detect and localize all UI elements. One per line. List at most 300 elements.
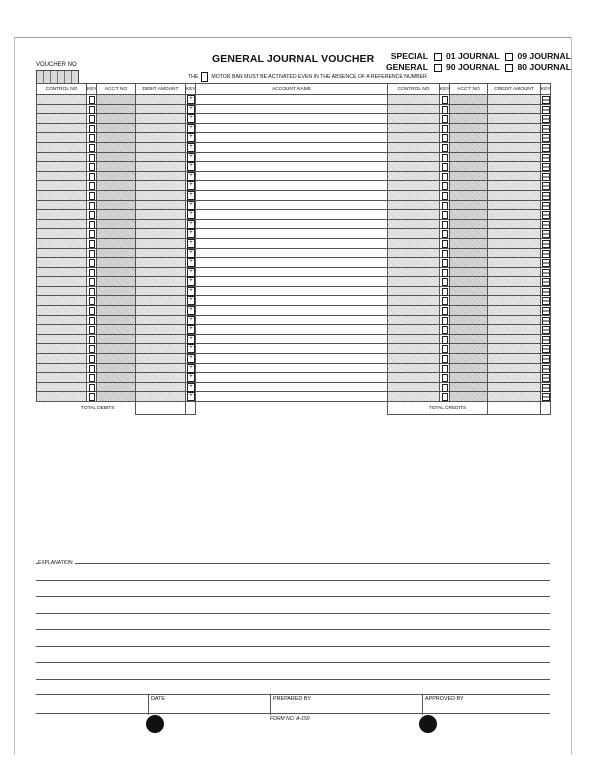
debit-amount-cell[interactable] xyxy=(136,171,186,181)
control-no-credit-cell[interactable] xyxy=(388,267,440,277)
control-no-credit-cell[interactable] xyxy=(388,152,440,162)
punch-hole-right xyxy=(419,715,437,733)
credit-amount-cell[interactable] xyxy=(488,104,541,114)
control-no-credit-cell[interactable] xyxy=(388,219,440,229)
key-plus-cell xyxy=(186,95,196,105)
acct-no-credit-cell[interactable] xyxy=(450,238,488,248)
key-minus-cell xyxy=(541,104,551,114)
key-minus-cell xyxy=(541,277,551,287)
acct-no-credit-cell[interactable] xyxy=(450,219,488,229)
account-name-cell[interactable] xyxy=(196,219,388,229)
acct-no-credit-cell[interactable] xyxy=(450,152,488,162)
key-credit-cell xyxy=(440,373,450,383)
control-no-debit-cell[interactable] xyxy=(37,114,87,124)
control-no-credit-cell[interactable] xyxy=(388,248,440,258)
debit-amount-cell[interactable] xyxy=(136,133,186,143)
credit-amount-cell[interactable] xyxy=(488,296,541,306)
control-no-credit-cell[interactable] xyxy=(388,306,440,316)
key-credit-cell xyxy=(440,392,450,402)
account-name-cell[interactable] xyxy=(196,190,388,200)
account-name-cell[interactable] xyxy=(196,277,388,287)
debit-amount-cell[interactable] xyxy=(136,229,186,239)
account-name-cell[interactable] xyxy=(196,354,388,364)
control-no-debit-cell[interactable] xyxy=(37,325,87,335)
debit-amount-cell[interactable] xyxy=(136,354,186,364)
key-plus-cell xyxy=(186,162,196,172)
control-no-debit-cell[interactable] xyxy=(37,354,87,364)
account-name-cell[interactable] xyxy=(196,373,388,383)
key-credit-cell xyxy=(440,142,450,152)
control-no-debit-cell[interactable] xyxy=(37,238,87,248)
debit-amount-cell[interactable] xyxy=(136,277,186,287)
table-row xyxy=(37,200,551,210)
acct-no-credit-cell[interactable] xyxy=(450,104,488,114)
credit-amount-cell[interactable] xyxy=(488,325,541,335)
control-no-debit-cell[interactable] xyxy=(37,200,87,210)
journal-01-label: 01 JOURNAL xyxy=(446,51,500,61)
key-plus-cell xyxy=(186,219,196,229)
acct-no-credit-cell[interactable] xyxy=(450,373,488,383)
key-plus-cell xyxy=(186,363,196,373)
account-name-cell[interactable] xyxy=(196,152,388,162)
key-plus-cell xyxy=(186,296,196,306)
control-no-credit-cell[interactable] xyxy=(388,171,440,181)
table-row xyxy=(37,95,551,105)
key-credit-cell xyxy=(440,162,450,172)
key-plus-cell xyxy=(186,248,196,258)
control-no-debit-cell[interactable] xyxy=(37,382,87,392)
control-no-debit-cell[interactable] xyxy=(37,315,87,325)
credit-amount-cell[interactable] xyxy=(488,363,541,373)
key-debit-cell xyxy=(87,238,97,248)
account-name-cell[interactable] xyxy=(196,95,388,105)
control-no-debit-cell[interactable] xyxy=(37,267,87,277)
debit-amount-cell[interactable] xyxy=(136,142,186,152)
credit-amount-cell[interactable] xyxy=(488,277,541,287)
credit-amount-cell[interactable] xyxy=(488,200,541,210)
debit-amount-cell[interactable] xyxy=(136,200,186,210)
control-no-debit-cell[interactable] xyxy=(37,258,87,268)
control-no-debit-cell[interactable] xyxy=(37,123,87,133)
acct-no-debit-cell[interactable] xyxy=(97,104,136,114)
voucher-no-field[interactable] xyxy=(36,70,79,84)
control-no-credit-cell[interactable] xyxy=(388,123,440,133)
key-credit-cell xyxy=(440,190,450,200)
acct-no-debit-cell[interactable] xyxy=(97,190,136,200)
acct-no-debit-cell[interactable] xyxy=(97,142,136,152)
acct-no-credit-cell[interactable] xyxy=(450,171,488,181)
account-name-cell[interactable] xyxy=(196,344,388,354)
prepared-by-field[interactable] xyxy=(270,695,423,715)
control-no-credit-cell[interactable] xyxy=(388,229,440,239)
key-debit-cell xyxy=(87,373,97,383)
explanation-lines[interactable] xyxy=(36,563,550,695)
key-credit-cell xyxy=(440,325,450,335)
control-no-debit-cell[interactable] xyxy=(37,133,87,143)
account-name-cell[interactable] xyxy=(196,142,388,152)
table-row xyxy=(37,258,551,268)
account-name-cell[interactable] xyxy=(196,104,388,114)
control-no-debit-cell[interactable] xyxy=(37,162,87,172)
control-no-credit-cell[interactable] xyxy=(388,142,440,152)
acct-no-debit-cell[interactable] xyxy=(97,315,136,325)
account-name-cell[interactable] xyxy=(196,248,388,258)
credit-amount-cell[interactable] xyxy=(488,267,541,277)
table-row xyxy=(37,114,551,124)
control-no-debit-cell[interactable] xyxy=(37,363,87,373)
credit-amount-cell[interactable] xyxy=(488,123,541,133)
control-no-debit-cell[interactable] xyxy=(37,306,87,316)
journal-90-checkbox[interactable] xyxy=(434,64,442,72)
credit-amount-cell[interactable] xyxy=(488,171,541,181)
control-no-debit-cell[interactable] xyxy=(37,344,87,354)
control-no-debit-cell[interactable] xyxy=(37,142,87,152)
acct-no-credit-cell[interactable] xyxy=(450,114,488,124)
credit-amount-cell[interactable] xyxy=(488,248,541,258)
control-no-credit-cell[interactable] xyxy=(388,286,440,296)
acct-no-debit-cell[interactable] xyxy=(97,258,136,268)
debit-amount-cell[interactable] xyxy=(136,315,186,325)
acct-no-debit-cell[interactable] xyxy=(97,344,136,354)
debit-amount-cell[interactable] xyxy=(136,306,186,316)
control-no-debit-cell[interactable] xyxy=(37,171,87,181)
acct-no-credit-cell[interactable] xyxy=(450,334,488,344)
debit-amount-cell[interactable] xyxy=(136,373,186,383)
acct-no-credit-cell[interactable] xyxy=(450,258,488,268)
account-name-cell[interactable] xyxy=(196,306,388,316)
key-debit-cell xyxy=(87,382,97,392)
acct-no-debit-cell[interactable] xyxy=(97,229,136,239)
key-debit-cell xyxy=(87,248,97,258)
date-field[interactable] xyxy=(148,695,271,715)
acct-no-credit-cell[interactable] xyxy=(450,162,488,172)
form-title: GENERAL JOURNAL VOUCHER xyxy=(212,53,375,65)
control-no-debit-cell[interactable] xyxy=(37,95,87,105)
account-name-cell[interactable] xyxy=(196,114,388,124)
key-credit-cell xyxy=(440,267,450,277)
acct-no-credit-cell[interactable] xyxy=(450,325,488,335)
key-minus-cell xyxy=(541,363,551,373)
control-no-credit-cell[interactable] xyxy=(388,162,440,172)
acct-no-debit-cell[interactable] xyxy=(97,334,136,344)
acct-no-credit-cell[interactable] xyxy=(450,392,488,402)
acct-no-debit-cell[interactable] xyxy=(97,181,136,191)
acct-no-debit-cell[interactable] xyxy=(97,210,136,220)
key-minus-cell xyxy=(541,258,551,268)
control-no-debit-cell[interactable] xyxy=(37,392,87,402)
acct-no-credit-cell[interactable] xyxy=(450,95,488,105)
debit-amount-cell[interactable] xyxy=(136,258,186,268)
account-name-cell[interactable] xyxy=(196,325,388,335)
credit-amount-cell[interactable] xyxy=(488,382,541,392)
control-no-debit-cell[interactable] xyxy=(37,104,87,114)
total-credits-field[interactable] xyxy=(488,402,541,415)
debit-amount-cell[interactable] xyxy=(136,190,186,200)
credit-amount-cell[interactable] xyxy=(488,286,541,296)
debit-amount-cell[interactable] xyxy=(136,296,186,306)
acct-no-debit-cell[interactable] xyxy=(97,296,136,306)
debit-amount-cell[interactable] xyxy=(136,95,186,105)
journal-options xyxy=(376,51,577,73)
control-no-debit-cell[interactable] xyxy=(37,373,87,383)
control-no-credit-cell[interactable] xyxy=(388,114,440,124)
control-no-debit-cell[interactable] xyxy=(37,229,87,239)
control-no-credit-cell[interactable] xyxy=(388,210,440,220)
control-no-credit-cell[interactable] xyxy=(388,382,440,392)
acct-no-debit-cell[interactable] xyxy=(97,238,136,248)
account-name-cell[interactable] xyxy=(196,363,388,373)
general-label: GENERAL xyxy=(385,62,428,72)
acct-no-credit-cell[interactable] xyxy=(450,296,488,306)
debit-amount-cell[interactable] xyxy=(136,162,186,172)
journal-01-checkbox[interactable] xyxy=(434,53,442,61)
account-name-cell[interactable] xyxy=(196,210,388,220)
control-no-credit-cell[interactable] xyxy=(388,277,440,287)
credit-amount-cell[interactable] xyxy=(488,190,541,200)
acct-no-debit-cell[interactable] xyxy=(97,325,136,335)
credit-amount-cell[interactable] xyxy=(488,344,541,354)
debit-amount-cell[interactable] xyxy=(136,219,186,229)
debit-amount-cell[interactable] xyxy=(136,267,186,277)
account-name-cell[interactable] xyxy=(196,162,388,172)
key-debit-cell xyxy=(87,344,97,354)
account-name-cell[interactable] xyxy=(196,181,388,191)
account-name-cell[interactable] xyxy=(196,133,388,143)
key-plus-cell xyxy=(186,210,196,220)
acct-no-credit-cell[interactable] xyxy=(450,190,488,200)
col-acct-no-debit: ACC'T NO xyxy=(97,84,136,95)
credit-amount-cell[interactable] xyxy=(488,306,541,316)
account-name-cell[interactable] xyxy=(196,286,388,296)
acct-no-debit-cell[interactable] xyxy=(97,267,136,277)
account-name-cell[interactable] xyxy=(196,229,388,239)
acct-no-debit-cell[interactable] xyxy=(97,306,136,316)
account-name-cell[interactable] xyxy=(196,171,388,181)
credit-amount-cell[interactable] xyxy=(488,354,541,364)
acct-no-debit-cell[interactable] xyxy=(97,392,136,402)
acct-no-credit-cell[interactable] xyxy=(450,363,488,373)
acct-no-credit-cell[interactable] xyxy=(450,229,488,239)
acct-no-credit-cell[interactable] xyxy=(450,210,488,220)
account-name-cell[interactable] xyxy=(196,296,388,306)
acct-no-credit-cell[interactable] xyxy=(450,344,488,354)
key-debit-cell xyxy=(87,104,97,114)
key-debit-cell xyxy=(87,190,97,200)
acct-no-debit-cell[interactable] xyxy=(97,114,136,124)
control-no-credit-cell[interactable] xyxy=(388,363,440,373)
acct-no-credit-cell[interactable] xyxy=(450,200,488,210)
control-no-credit-cell[interactable] xyxy=(388,200,440,210)
key-debit-cell xyxy=(87,354,97,364)
acct-no-debit-cell[interactable] xyxy=(97,354,136,364)
debit-amount-cell[interactable] xyxy=(136,334,186,344)
acct-no-debit-cell[interactable] xyxy=(97,373,136,383)
acct-no-credit-cell[interactable] xyxy=(450,248,488,258)
key-plus-cell xyxy=(186,181,196,191)
acct-no-debit-cell[interactable] xyxy=(97,200,136,210)
key-minus-cell xyxy=(541,229,551,239)
control-no-debit-cell[interactable] xyxy=(37,219,87,229)
key-plus-cell xyxy=(186,229,196,239)
table-row xyxy=(37,334,551,344)
credit-amount-cell[interactable] xyxy=(488,95,541,105)
key-credit-cell xyxy=(440,123,450,133)
key-credit-cell xyxy=(440,229,450,239)
credit-amount-cell[interactable] xyxy=(488,373,541,383)
acct-no-debit-cell[interactable] xyxy=(97,133,136,143)
acct-no-credit-cell[interactable] xyxy=(450,133,488,143)
debit-amount-cell[interactable] xyxy=(136,363,186,373)
credit-amount-cell[interactable] xyxy=(488,133,541,143)
control-no-debit-cell[interactable] xyxy=(37,152,87,162)
control-no-credit-cell[interactable] xyxy=(388,133,440,143)
acct-no-debit-cell[interactable] xyxy=(97,171,136,181)
journal-90-label: 90 JOURNAL xyxy=(446,62,500,72)
key-debit-cell xyxy=(87,181,97,191)
key-debit-cell xyxy=(87,315,97,325)
debit-amount-cell[interactable] xyxy=(136,114,186,124)
date-label: DATE xyxy=(151,696,165,702)
key-minus-cell xyxy=(541,152,551,162)
credit-amount-cell[interactable] xyxy=(488,219,541,229)
acct-no-credit-cell[interactable] xyxy=(450,315,488,325)
control-no-credit-cell[interactable] xyxy=(388,238,440,248)
account-name-cell[interactable] xyxy=(196,238,388,248)
debit-amount-cell[interactable] xyxy=(136,344,186,354)
key-plus-cell xyxy=(186,306,196,316)
credit-amount-cell[interactable] xyxy=(488,315,541,325)
control-no-debit-cell[interactable] xyxy=(37,181,87,191)
debit-amount-cell[interactable] xyxy=(136,392,186,402)
account-name-cell[interactable] xyxy=(196,258,388,268)
acct-no-debit-cell[interactable] xyxy=(97,277,136,287)
control-no-debit-cell[interactable] xyxy=(37,248,87,258)
control-no-debit-cell[interactable] xyxy=(37,334,87,344)
table-row xyxy=(37,238,551,248)
control-no-credit-cell[interactable] xyxy=(388,181,440,191)
acct-no-credit-cell[interactable] xyxy=(450,382,488,392)
acct-no-debit-cell[interactable] xyxy=(97,219,136,229)
total-debits-field[interactable] xyxy=(136,402,186,415)
control-no-debit-cell[interactable] xyxy=(37,286,87,296)
credit-amount-cell[interactable] xyxy=(488,162,541,172)
credit-amount-cell[interactable] xyxy=(488,114,541,124)
journal-80-checkbox[interactable] xyxy=(505,64,513,72)
account-name-cell[interactable] xyxy=(196,334,388,344)
grid-header-row xyxy=(37,84,551,95)
credit-amount-cell[interactable] xyxy=(488,210,541,220)
debit-amount-cell[interactable] xyxy=(136,325,186,335)
control-no-credit-cell[interactable] xyxy=(388,392,440,402)
credit-amount-cell[interactable] xyxy=(488,238,541,248)
control-no-credit-cell[interactable] xyxy=(388,344,440,354)
acct-no-debit-cell[interactable] xyxy=(97,123,136,133)
control-no-debit-cell[interactable] xyxy=(37,210,87,220)
control-no-credit-cell[interactable] xyxy=(388,258,440,268)
key-minus-cell xyxy=(541,238,551,248)
acct-no-credit-cell[interactable] xyxy=(450,286,488,296)
account-name-cell[interactable] xyxy=(196,123,388,133)
key-plus-cell xyxy=(186,277,196,287)
credit-amount-cell[interactable] xyxy=(488,142,541,152)
key-plus-cell xyxy=(186,190,196,200)
key-plus-cell xyxy=(186,334,196,344)
acct-no-credit-cell[interactable] xyxy=(450,354,488,364)
debit-amount-cell[interactable] xyxy=(136,104,186,114)
acct-no-debit-cell[interactable] xyxy=(97,363,136,373)
motor-bar-notice xyxy=(188,72,427,82)
debit-amount-cell[interactable] xyxy=(136,238,186,248)
acct-no-debit-cell[interactable] xyxy=(97,382,136,392)
acct-no-credit-cell[interactable] xyxy=(450,142,488,152)
credit-amount-cell[interactable] xyxy=(488,181,541,191)
table-row xyxy=(37,162,551,172)
control-no-credit-cell[interactable] xyxy=(388,354,440,364)
control-no-debit-cell[interactable] xyxy=(37,277,87,287)
control-no-credit-cell[interactable] xyxy=(388,325,440,335)
debit-amount-cell[interactable] xyxy=(136,152,186,162)
acct-no-debit-cell[interactable] xyxy=(97,95,136,105)
credit-amount-cell[interactable] xyxy=(488,334,541,344)
journal-09-checkbox[interactable] xyxy=(505,53,513,61)
control-no-debit-cell[interactable] xyxy=(37,296,87,306)
acct-no-credit-cell[interactable] xyxy=(450,181,488,191)
acct-no-credit-cell[interactable] xyxy=(450,306,488,316)
account-name-cell[interactable] xyxy=(196,267,388,277)
control-no-credit-cell[interactable] xyxy=(388,190,440,200)
credit-amount-cell[interactable] xyxy=(488,229,541,239)
debit-amount-cell[interactable] xyxy=(136,123,186,133)
credit-amount-cell[interactable] xyxy=(488,392,541,402)
debit-amount-cell[interactable] xyxy=(136,382,186,392)
debit-amount-cell[interactable] xyxy=(136,210,186,220)
approved-by-field[interactable] xyxy=(422,695,549,715)
table-row xyxy=(37,229,551,239)
debit-amount-cell[interactable] xyxy=(136,286,186,296)
key-minus-cell xyxy=(541,210,551,220)
col-control-no-credit: CONTROL NO xyxy=(388,84,440,95)
control-no-credit-cell[interactable] xyxy=(388,334,440,344)
acct-no-debit-cell[interactable] xyxy=(97,162,136,172)
page-right-edge xyxy=(571,37,572,755)
acct-no-debit-cell[interactable] xyxy=(97,152,136,162)
table-row xyxy=(37,354,551,364)
account-name-cell[interactable] xyxy=(196,200,388,210)
acct-no-credit-cell[interactable] xyxy=(450,123,488,133)
key-plus-cell xyxy=(186,200,196,210)
acct-no-debit-cell[interactable] xyxy=(97,286,136,296)
control-no-credit-cell[interactable] xyxy=(388,315,440,325)
control-no-credit-cell[interactable] xyxy=(388,373,440,383)
control-no-credit-cell[interactable] xyxy=(388,104,440,114)
control-no-debit-cell[interactable] xyxy=(37,190,87,200)
account-name-cell[interactable] xyxy=(196,392,388,402)
key-minus-cell xyxy=(541,181,551,191)
control-no-credit-cell[interactable] xyxy=(388,296,440,306)
debit-amount-cell[interactable] xyxy=(136,181,186,191)
table-row xyxy=(37,190,551,200)
acct-no-debit-cell[interactable] xyxy=(97,248,136,258)
acct-no-credit-cell[interactable] xyxy=(450,277,488,287)
debit-amount-cell[interactable] xyxy=(136,248,186,258)
key-minus-cell xyxy=(541,133,551,143)
credit-amount-cell[interactable] xyxy=(488,258,541,268)
credit-amount-cell[interactable] xyxy=(488,152,541,162)
account-name-cell[interactable] xyxy=(196,315,388,325)
acct-no-credit-cell[interactable] xyxy=(450,267,488,277)
control-no-credit-cell[interactable] xyxy=(388,95,440,105)
account-name-cell[interactable] xyxy=(196,382,388,392)
